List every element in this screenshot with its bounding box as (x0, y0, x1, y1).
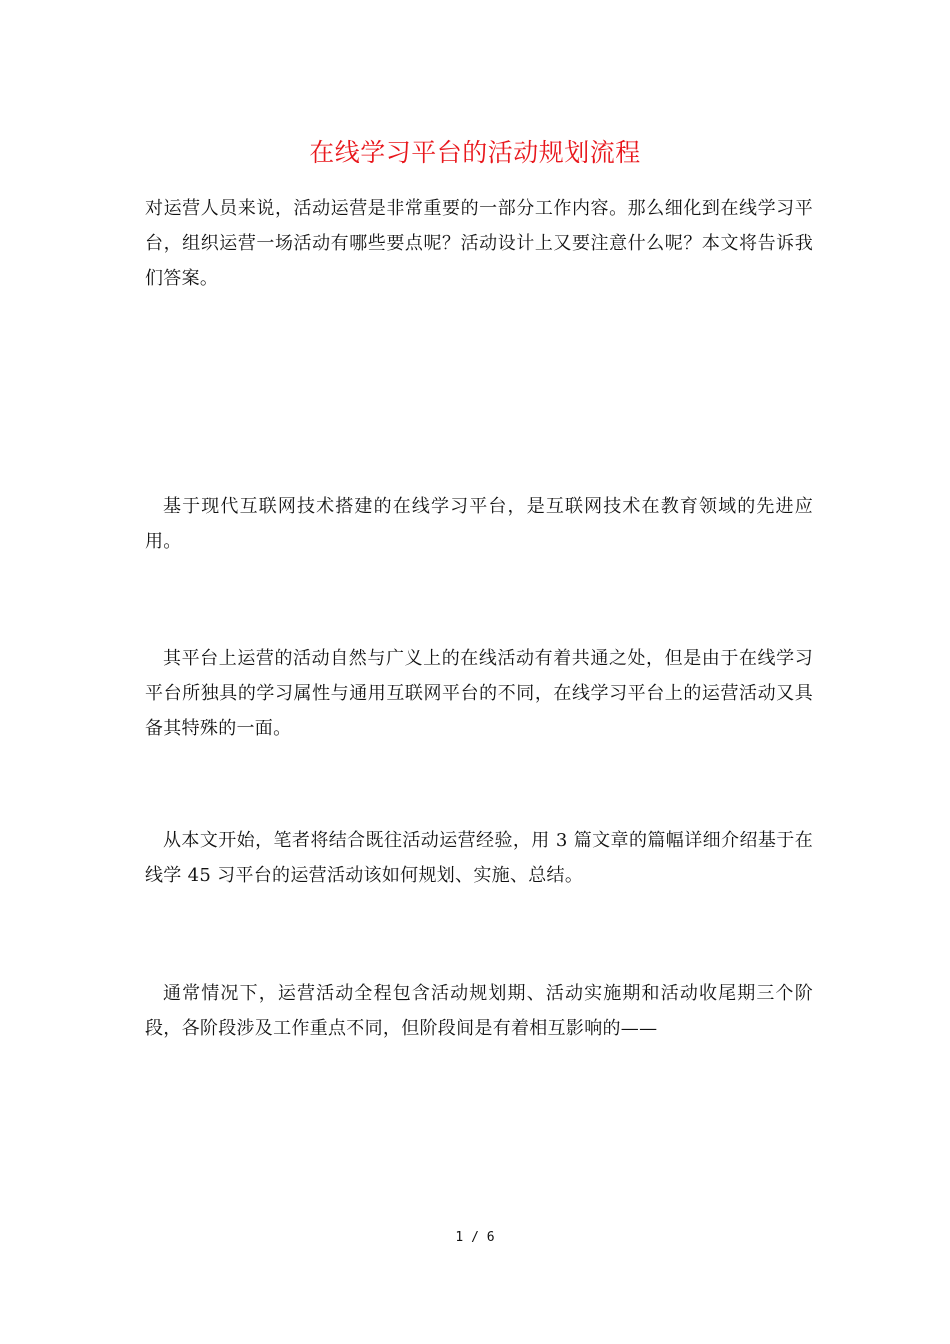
body-paragraph-2: 其平台上运营的活动自然与广义上的在线活动有着共通之处，但是由于在线学习平台所独具的学习属性与通用互联网平台的不同，在线学习平台上的运营活动又具备其特殊的一面。 (145, 648, 813, 739)
body-paragraph-3: 从本文开始，笔者将结合既往活动运营经验，用 3 篇文章的篇幅详细介绍基于在线学 45 习平台的运营活动该如何规划、实施、总结。 (145, 830, 813, 886)
body-paragraph-1: 基于现代互联网技术搭建的在线学习平台，是互联网技术在教育领域的先进应用。 (145, 496, 813, 552)
page-number: 1 / 6 (455, 1230, 495, 1245)
intro-paragraph: 对运营人员来说，活动运营是非常重要的一部分工作内容。那么细化到在线学习平台，组织运营一场活动有哪些要点呢？活动设计上又要注意什么呢？本文将告诉我们答案。 (145, 198, 813, 289)
document-title: 在线学习平台的活动规划流程 (309, 138, 641, 167)
body-paragraph-4: 通常情况下，运营活动全程包含活动规划期、活动实施期和活动收尾期三个阶段，各阶段涉及工作重点不同，但阶段间是有着相互影响的—— (145, 983, 813, 1039)
